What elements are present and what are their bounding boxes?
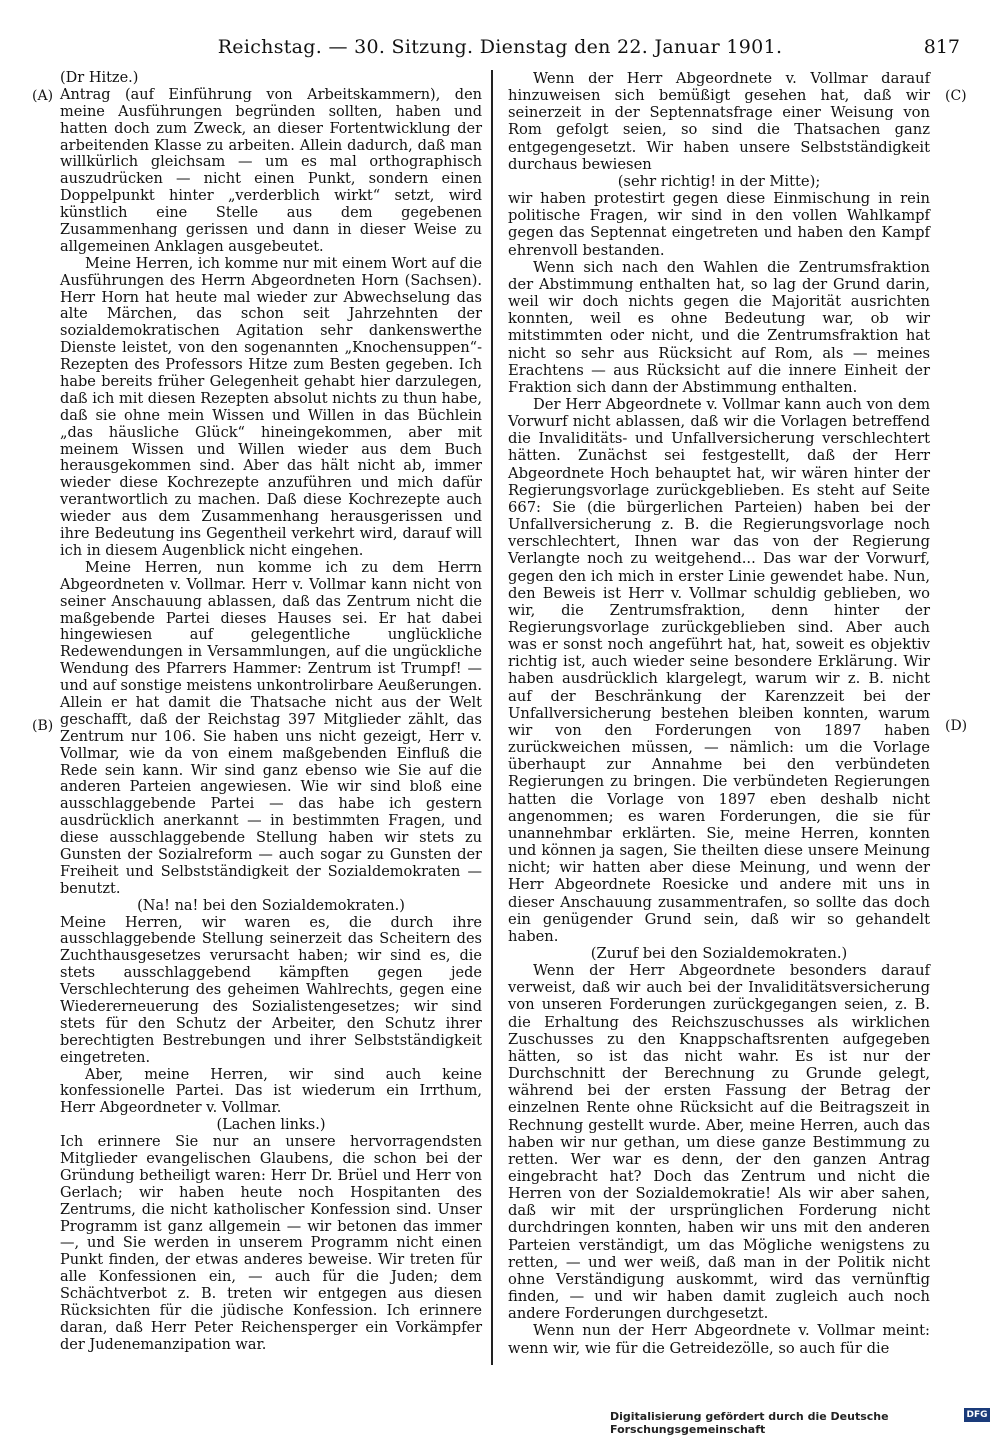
paragraph: Aber, meine Herren, wir sind auch keine konfessionelle Partei. Das ist wiederum ein Irrthum, Herr Abgeordneter v. Vollmar. xyxy=(60,1066,482,1117)
interjection: (sehr richtig! in der Mitte); xyxy=(617,172,821,190)
interjection: (Lachen links.) xyxy=(216,1117,326,1134)
paragraph: Wenn nun der Herr Abgeordnete v. Vollmar meint: wenn wir, wie für die Getreidezölle, so auch für die xyxy=(508,1322,930,1357)
page-header xyxy=(40,36,960,70)
paragraph: Meine Herren, nun komme ich zu dem Herrn Abgeordneten v. Vollmar. Herr v. Vollmar kann nicht von seiner Anschauung ablassen, daß das Zentrum nicht die maßgebende Partei dieses Hauses sei. Er hat dabei hingewiesen auf gelegentliche unglückliche Redewendungen in Versammlungen, auf die ungückliche Wendung des Pfarrers Hammer: Zentrum ist Trumpf! — und auf sonstige meistens unkontrolirbare Aeußerungen. Allein er hat damit die Thatsache nicht aus der Welt geschafft, daß der Reichstag 397 Mitglieder zählt, das Zentrum nur 106. Sie haben uns nicht gezeigt, Herr v. Vollmar, wie da von einem maßgebenden Einfluß die Rede sein kann. Wir sind ganz ebenso wie Sie auf die anderen Parteien angewiesen. Wie wir sind bloß eine ausschlaggebende Partei — das habe ich gestern ausdrücklich anerkannt — in bestimmten Fragen, und diese ausschlaggebende Stellung haben wir stets zu Gunsten der Sozialreform — auch sogar zu Gunsten der Freiheit und Selbstständigkeit der Sozialdemokraten — benutzt. xyxy=(60,559,482,897)
paragraph: Meine Herren, wir waren es, die durch ihre ausschlaggebende Stellung seinerzeit das Scheitern des Zuchthausgesetzes verursacht haben; wir sind es, die stets ausschlaggebend kämpften gegen jede Verschlechterung des geheimen Wahlrechts, gegen eine Wiedererneuerung des Sozialistengesetzes; wir sind stets für den Schutz der Arbeiter, den Schutz ihrer berechtigten Bestrebungen und ihrer Selbstständigkeit eingetreten. xyxy=(60,914,482,1066)
margin-marker-a: (A) xyxy=(32,88,54,104)
paragraph: Meine Herren, ich komme nur mit einem Wort auf die Ausführungen des Herrn Abgeordneten Horn (Sachsen). Herr Horn hat heute mal wieder zur Abwechselung das alte Märchen, das schon seit Jahrzehnten der sozialdemokratischen Agitation sehr dankenswerthe Dienste leistet, von den sogenannten „Knochensuppen“-Rezepten des Professors Hitze zum Besten gegeben. Ich habe bereits früher Gelegenheit gehabt hier darzulegen, daß ich mit diesen Rezepten absolut nichts zu thun habe, daß sie ohne mein Wissen und Willen in das Büchlein „das häusliche Glück“ hineingekommen, aber mit meinem Wissen und Willen wieder aus dem Buch herausgekommen sind. Aber das hält nicht ab, immer wieder diese Kochrezepte anzuführen und mich dafür verantwortlich zu machen. Daß diese Kochrezepte auch wieder aus dem Zusammenhang herausgerissen und ihre Bedeutung ins Gegentheil verkehrt wird, darauf will ich in diesem Augenblick nicht eingehen. xyxy=(60,255,482,559)
column-divider xyxy=(491,70,493,1365)
margin-marker-c: (C) xyxy=(945,88,967,104)
paragraph: wir haben protestirt gegen diese Einmischung in rein politische Fragen, wir sind in den vollen Wahlkampf gegen das Septennat eingetreten und haben den Kampf ehrenvoll bestanden. xyxy=(508,190,930,259)
margin-marker-b: (B) xyxy=(32,718,54,734)
interjection: (Na! na! bei den Sozialdemokraten.) xyxy=(137,897,405,914)
speaker-label: (Dr Hitze.) xyxy=(60,70,139,86)
paragraph: Antrag (auf Einführung von Arbeitskammern), den meine Ausführungen begründen sollten, haben und hatten doch zum Zweck, an dieser Fortentwicklung der arbeitenden Klasse zu arbeiten. Allein dadurch, daß man willkürlich gleichsam — um es mal orthographisch auszudrücken — nicht einen Punkt, sondern einen Doppelpunkt hinter „verderblich wirkt“ setzt, wird künstlich eine Stelle aus dem gegebenen Zusammenhang gerissen und dann in dieser Weise zu allgemeinen Anklagen ausgebeutet. xyxy=(60,86,482,255)
page-number: 817 xyxy=(923,36,960,58)
paragraph: Ich erinnere Sie nur an unsere hervorragendsten Mitglieder evangelischen Glaubens, die schon bei der Gründung betheiligt waren: Herr Dr. Brüel und Herr von Gerlach; wir haben heute noch Hospitanten des Zentrums, die nicht katholischer Konfession sind. Unser Programm ist ganz allgemein — wir betonen das immer —, und Sie werden in unserem Programm nicht einen Punkt finden, der etwas anderes beweise. Wir treten für alle Konfessionen ein, — auch für die Juden; dem Schächtverbot z. B. treten wir entgegen aus diesen Rücksichten für die jüdische Konfession. Ich erinnere daran, daß Herr Peter Reichensperger ein Vorkämpfer der Judenemanzipation war. xyxy=(60,1134,482,1353)
dfg-logo-icon: DFG xyxy=(964,1408,990,1422)
running-title: Reichstag. — 30. Sitzung. Dienstag den 22. Januar 1901. xyxy=(217,36,783,58)
paragraph: Wenn der Herr Abgeordnete besonders darauf verweist, daß wir auch bei der Invaliditätsversicherung von unseren Forderungen zurückgegangen seien, z. B. die Erhaltung des Reichszuschusses als wirklichen Zuschusses zu den Knappschaftsrenten aufgegeben hätten, so ist das nicht wahr. Es ist nur der Durchschnitt der Berechnung zu Grunde gelegt, während bei der ersten Fassung der Betrag der einzelnen Rente ohne Rücksicht auf die Beitragszeit in Rechnung gestellt wurde. Aber, meine Herren, auch das haben wir nur gethan, um diese ganze Bestimmung zu retten. Wer war es denn, der den ganzen Antrag eingebracht hat? Doch das Zentrum und nicht die Herren von der Sozialdemokratie! Als wir aber sahen, daß wir mit der ursprünglichen Forderung nicht durchdringen konnten, haben wir uns mit den anderen Parteien verständigt, um das Mögliche wenigstens zu retten, — und wer weiß, daß man in der Politik nicht ohne Verständigung auskommt, wird das vernünftig finden, — und wir haben damit zugleich auch noch andere Forderungen durchgesetzt. xyxy=(508,962,930,1323)
margin-marker-d: (D) xyxy=(945,718,968,734)
right-column xyxy=(508,70,930,1357)
footer-credit: Digitalisierung gefördert durch die Deutsche Forschungsgemeinschaft xyxy=(610,1410,889,1436)
paragraph: Der Herr Abgeordnete v. Vollmar kann auch von dem Vorwurf nicht ablassen, daß wir die Vorlagen betreffend die Invaliditäts- und Unfallversicherung verschlechtert hätten. Zunächst sei festgestellt, daß der Herr Abgeordnete Hoch behauptet hat, wir wären hinter der Regierungsvorlage zurückgeblieben. Es steht auf Seite 667: Sie (die bürgerlichen Parteien) haben bei der Unfallversicherung z. B. die Regierungsvorlage noch verschlechtert, Ihnen war das von der Regierung Verlangte noch zu weitgehend... Das war der Vorwurf, gegen den ich mich in erster Linie gewendet habe. Nun, den Beweis ist Herr v. Vollmar schuldig geblieben, wo wir, die Zentrumsfraktion, denn hinter der Regierungsvorlage zurückgeblieben sind. Aber auch was er sonst noch angeführt hat, hat, soweit es objektiv richtig ist, auch wieder seine besondere Erklärung. Wir haben ausdrücklich klargelegt, warum wir z. B. nicht auf der Beschränkung der Karenzzeit bei der Unfallversicherung bestehen bleiben konnten, warum wir von den Forderungen von 1897 haben zurückweichen müssen, — nämlich: um die Vorlage überhaupt zur Annahme bei den verbündeten Regierungen zu bringen. Die verbündeten Regierungen hatten die Vorlage von 1897 eben deshalb nicht angenommen; es waren Forderungen, die sie für unannehmbar erklärten. Sie, meine Herren, konnten und können ja sagen, Sie theilten diese unsere Meinung nicht; wir hatten aber diese Meinung, und wenn der Herr Abgeordnete Roesicke und andere mit uns in dieser Anschauung zusammentrafen, so sollte das doch ein genügender Grund sein, daß wir so gehandelt haben. xyxy=(508,395,930,945)
paragraph: Wenn sich nach den Wahlen die Zentrumsfraktion der Abstimmung enthalten hat, so lag der Grund darin, weil wir doch nichts gegen die Majorität ausrichten konnten, weil es ohne Bedeutung war, ob wir mitstimmten oder nicht, und die Zentrumsfraktion hat nicht so sehr aus Rücksicht auf Rom, als — meines Erachtens — aus Rücksicht auf die innere Einheit der Fraktion sich dann der Abstimmung enthalten. xyxy=(508,258,930,396)
paragraph: Wenn der Herr Abgeordnete v. Vollmar darauf hinzuweisen sich bemüßigt gesehen hat, daß wir seinerzeit in der Septennatsfrage einer Weisung von Rom gefolgt seien, so sind die Thatsachen ganz entgegengesetzt. Wir haben unsere Selbstständigkeit durchaus bewiesen xyxy=(508,70,930,173)
left-column xyxy=(60,70,482,1354)
interjection: (Zuruf bei den Sozialdemokraten.) xyxy=(590,944,848,962)
